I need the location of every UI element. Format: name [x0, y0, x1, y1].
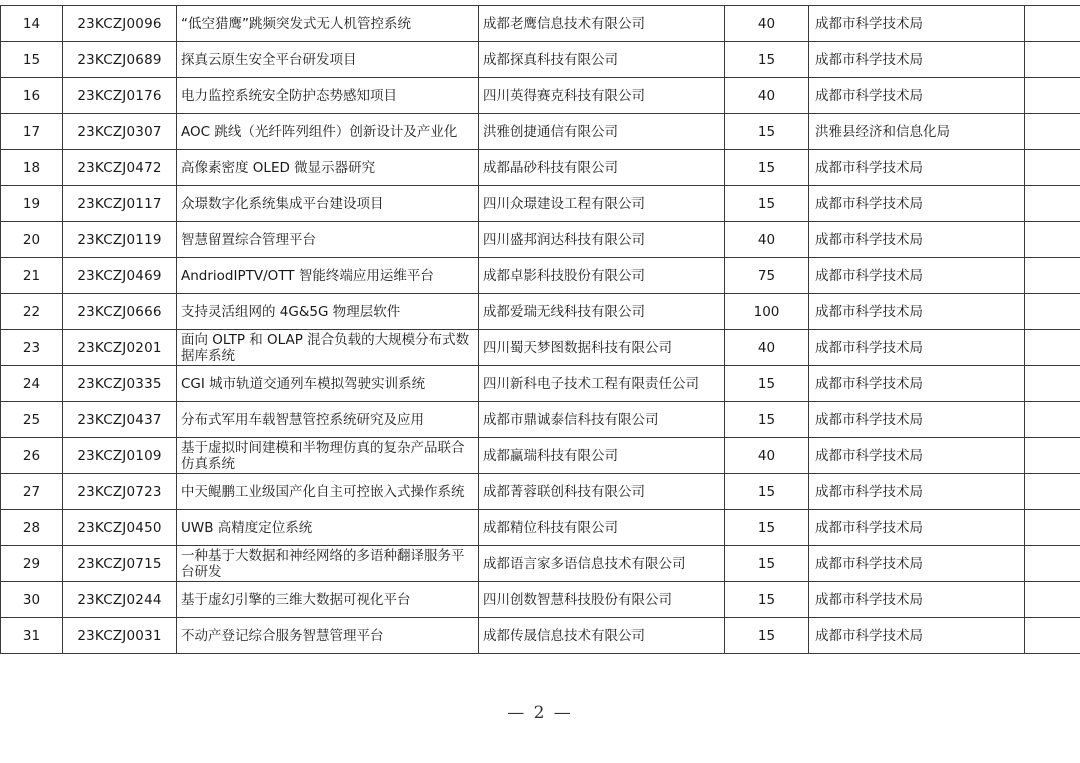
organization-name: 成都晶砂科技有限公司 — [479, 150, 725, 186]
table-row — [1, 546, 1080, 582]
project-name: 面向 OLTP 和 OLAP 混合负载的大规模分布式数据库系统 — [177, 330, 479, 366]
row-number: 31 — [1, 618, 63, 654]
table-row — [1, 42, 1080, 78]
project-name: UWB 高精度定位系统 — [177, 510, 479, 546]
project-code: 23KCZJ0472 — [63, 150, 177, 186]
project-code: 23KCZJ0450 — [63, 510, 177, 546]
funding-amount: 40 — [725, 438, 809, 474]
department-name: 成都市科学技术局 — [809, 330, 1025, 366]
page-number: — 2 — — [507, 703, 573, 723]
remarks-cell — [1025, 582, 1080, 618]
project-name: 基于虚幻引擎的三维大数据可视化平台 — [177, 582, 479, 618]
row-number: 20 — [1, 222, 63, 258]
project-name: 基于虚拟时间建模和半物理仿真的复杂产品联合仿真系统 — [177, 438, 479, 474]
organization-name: 四川创数智慧科技股份有限公司 — [479, 582, 725, 618]
department-name: 成都市科学技术局 — [809, 546, 1025, 582]
row-number: 18 — [1, 150, 63, 186]
funding-amount: 100 — [725, 294, 809, 330]
table-row — [1, 294, 1080, 330]
funding-amount: 40 — [725, 222, 809, 258]
department-name: 成都市科学技术局 — [809, 186, 1025, 222]
funding-amount: 15 — [725, 150, 809, 186]
remarks-cell — [1025, 6, 1080, 42]
organization-name: 成都语言家多语信息技术有限公司 — [479, 546, 725, 582]
funding-amount: 40 — [725, 6, 809, 42]
project-code: 23KCZJ0469 — [63, 258, 177, 294]
remarks-cell — [1025, 42, 1080, 78]
remarks-cell — [1025, 402, 1080, 438]
row-number: 23 — [1, 330, 63, 366]
funding-amount: 15 — [725, 618, 809, 654]
project-code: 23KCZJ0335 — [63, 366, 177, 402]
project-name: 中天鲲鹏工业级国产化自主可控嵌入式操作系统 — [177, 474, 479, 510]
remarks-cell — [1025, 114, 1080, 150]
project-name: 不动产登记综合服务智慧管理平台 — [177, 618, 479, 654]
project-code: 23KCZJ0201 — [63, 330, 177, 366]
table-row — [1, 366, 1080, 402]
row-number: 26 — [1, 438, 63, 474]
department-name: 成都市科学技术局 — [809, 78, 1025, 114]
table-row — [1, 402, 1080, 438]
table-row — [1, 330, 1080, 366]
table-row — [1, 258, 1080, 294]
project-name: 分布式军用车载智慧管控系统研究及应用 — [177, 402, 479, 438]
project-name: AOC 跳线（光纤阵列组件）创新设计及产业化 — [177, 114, 479, 150]
remarks-cell — [1025, 618, 1080, 654]
table-row — [1, 438, 1080, 474]
organization-name: 成都赢瑞科技有限公司 — [479, 438, 725, 474]
organization-name: 成都卓影科技股份有限公司 — [479, 258, 725, 294]
remarks-cell — [1025, 294, 1080, 330]
row-number: 30 — [1, 582, 63, 618]
department-name: 成都市科学技术局 — [809, 474, 1025, 510]
funding-amount: 15 — [725, 582, 809, 618]
remarks-cell — [1025, 330, 1080, 366]
row-number: 17 — [1, 114, 63, 150]
organization-name: 成都爱瑞无线科技有限公司 — [479, 294, 725, 330]
funding-amount: 15 — [725, 366, 809, 402]
department-name: 成都市科学技术局 — [809, 402, 1025, 438]
table-row — [1, 618, 1080, 654]
department-name: 成都市科学技术局 — [809, 6, 1025, 42]
department-name: 成都市科学技术局 — [809, 618, 1025, 654]
department-name: 成都市科学技术局 — [809, 222, 1025, 258]
remarks-cell — [1025, 150, 1080, 186]
department-name: 成都市科学技术局 — [809, 294, 1025, 330]
table-body — [1, 6, 1080, 654]
row-number: 25 — [1, 402, 63, 438]
project-code: 23KCZJ0244 — [63, 582, 177, 618]
project-code: 23KCZJ0715 — [63, 546, 177, 582]
funding-amount: 15 — [725, 510, 809, 546]
organization-name: 成都探真科技有限公司 — [479, 42, 725, 78]
remarks-cell — [1025, 474, 1080, 510]
table-row — [1, 582, 1080, 618]
project-name: 一种基于大数据和神经网络的多语种翻译服务平台研发 — [177, 546, 479, 582]
funding-amount: 15 — [725, 114, 809, 150]
organization-name: 四川英得赛克科技有限公司 — [479, 78, 725, 114]
organization-name: 洪雅创捷通信有限公司 — [479, 114, 725, 150]
row-number: 27 — [1, 474, 63, 510]
project-name: “低空猎鹰”跳频突发式无人机管控系统 — [177, 6, 479, 42]
project-code: 23KCZJ0096 — [63, 6, 177, 42]
funding-amount: 40 — [725, 330, 809, 366]
project-code: 23KCZJ0109 — [63, 438, 177, 474]
department-name: 洪雅县经济和信息化局 — [809, 114, 1025, 150]
organization-name: 成都市鼎诚泰信科技有限公司 — [479, 402, 725, 438]
funding-amount: 15 — [725, 402, 809, 438]
organization-name: 四川众璟建设工程有限公司 — [479, 186, 725, 222]
remarks-cell — [1025, 366, 1080, 402]
project-code: 23KCZJ0031 — [63, 618, 177, 654]
project-name: 智慧留置综合管理平台 — [177, 222, 479, 258]
row-number: 29 — [1, 546, 63, 582]
project-code: 23KCZJ0119 — [63, 222, 177, 258]
project-code: 23KCZJ0723 — [63, 474, 177, 510]
funding-amount: 40 — [725, 78, 809, 114]
department-name: 成都市科学技术局 — [809, 258, 1025, 294]
table-row — [1, 222, 1080, 258]
row-number: 22 — [1, 294, 63, 330]
department-name: 成都市科学技术局 — [809, 582, 1025, 618]
row-number: 28 — [1, 510, 63, 546]
table-row — [1, 510, 1080, 546]
project-name: 高像素密度 OLED 微显示器研究 — [177, 150, 479, 186]
project-name: 众璟数字化系统集成平台建设项目 — [177, 186, 479, 222]
project-code: 23KCZJ0689 — [63, 42, 177, 78]
organization-name: 成都老鹰信息技术有限公司 — [479, 6, 725, 42]
remarks-cell — [1025, 546, 1080, 582]
row-number: 15 — [1, 42, 63, 78]
department-name: 成都市科学技术局 — [809, 150, 1025, 186]
project-name: 探真云原生安全平台研发项目 — [177, 42, 479, 78]
department-name: 成都市科学技术局 — [809, 42, 1025, 78]
funding-amount: 15 — [725, 186, 809, 222]
project-name: 电力监控系统安全防护态势感知项目 — [177, 78, 479, 114]
organization-name: 四川蜀天梦图数据科技有限公司 — [479, 330, 725, 366]
remarks-cell — [1025, 78, 1080, 114]
funding-amount: 15 — [725, 546, 809, 582]
project-code: 23KCZJ0307 — [63, 114, 177, 150]
project-code: 23KCZJ0437 — [63, 402, 177, 438]
organization-name: 四川新科电子技术工程有限责任公司 — [479, 366, 725, 402]
project-table — [0, 5, 1080, 654]
project-name: AndriodIPTV/OTT 智能终端应用运维平台 — [177, 258, 479, 294]
organization-name: 四川盛邦润达科技有限公司 — [479, 222, 725, 258]
table-row — [1, 6, 1080, 42]
row-number: 24 — [1, 366, 63, 402]
remarks-cell — [1025, 186, 1080, 222]
project-code: 23KCZJ0666 — [63, 294, 177, 330]
funding-amount: 15 — [725, 42, 809, 78]
department-name: 成都市科学技术局 — [809, 438, 1025, 474]
table-row — [1, 474, 1080, 510]
remarks-cell — [1025, 438, 1080, 474]
project-code: 23KCZJ0176 — [63, 78, 177, 114]
project-name: CGI 城市轨道交通列车模拟驾驶实训系统 — [177, 366, 479, 402]
row-number: 16 — [1, 78, 63, 114]
organization-name: 成都精位科技有限公司 — [479, 510, 725, 546]
table-row — [1, 78, 1080, 114]
organization-name: 成都菁蓉联创科技有限公司 — [479, 474, 725, 510]
remarks-cell — [1025, 258, 1080, 294]
project-table-container — [0, 5, 1080, 654]
row-number: 21 — [1, 258, 63, 294]
row-number: 14 — [1, 6, 63, 42]
row-number: 19 — [1, 186, 63, 222]
department-name: 成都市科学技术局 — [809, 510, 1025, 546]
project-code: 23KCZJ0117 — [63, 186, 177, 222]
remarks-cell — [1025, 222, 1080, 258]
funding-amount: 15 — [725, 474, 809, 510]
table-row — [1, 150, 1080, 186]
project-name: 支持灵活组网的 4G&5G 物理层软件 — [177, 294, 479, 330]
department-name: 成都市科学技术局 — [809, 366, 1025, 402]
remarks-cell — [1025, 510, 1080, 546]
funding-amount: 75 — [725, 258, 809, 294]
organization-name: 成都传晟信息技术有限公司 — [479, 618, 725, 654]
table-row — [1, 114, 1080, 150]
table-row — [1, 186, 1080, 222]
